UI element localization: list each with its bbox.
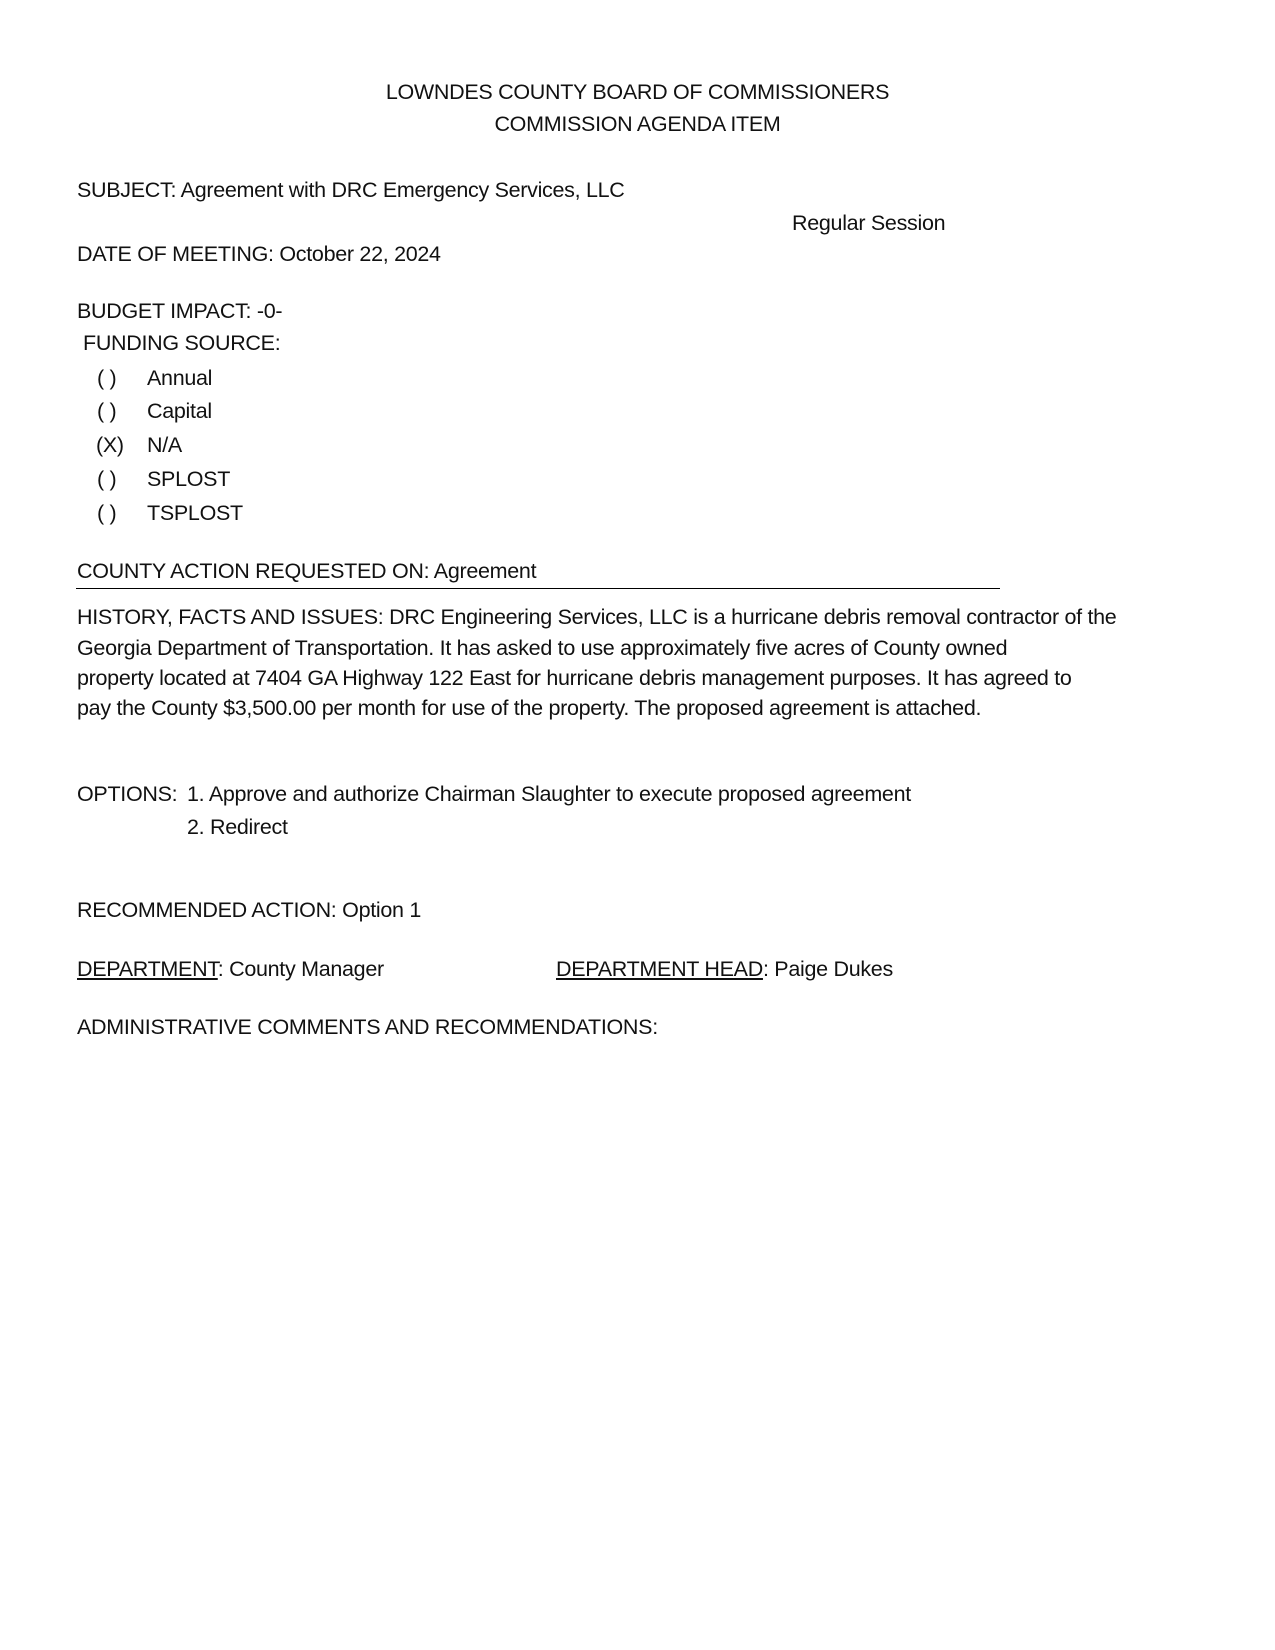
- subject-label: SUBJECT:: [77, 178, 177, 202]
- funding-mark: ( ): [97, 501, 117, 525]
- funding-mark: ( ): [97, 399, 117, 423]
- funding-option: N/A: [147, 433, 182, 457]
- history-line: property located at 7404 GA Highway 122 East for hurricane debris management purposes. It has agreed to: [77, 666, 1072, 690]
- history-line: pay the County $3,500.00 per month for use of the property. The proposed agreement is attached.: [77, 696, 982, 720]
- divider-line: [76, 588, 1000, 589]
- action-value: Agreement: [433, 559, 537, 583]
- option-item: 1. Approve and authorize Chairman Slaughter to execute proposed agreement: [187, 782, 911, 806]
- funding-option: Capital: [147, 399, 212, 423]
- department-value: : County Manager: [217, 957, 384, 981]
- budget-value: -0-: [256, 299, 283, 323]
- options-label: OPTIONS:: [77, 782, 178, 806]
- funding-mark: ( ): [97, 467, 117, 491]
- department-head-value: : Paige Dukes: [762, 957, 893, 981]
- history-line: HISTORY, FACTS AND ISSUES: DRC Engineering Services, LLC is a hurricane debris removal contractor of the: [77, 605, 1117, 629]
- header-line-1: LOWNDES COUNTY BOARD OF COMMISSIONERS: [385, 80, 890, 104]
- funding-mark: (X): [96, 433, 124, 457]
- budget-impact: [77, 297, 282, 325]
- department: [77, 955, 384, 983]
- department-head: [556, 955, 893, 983]
- recommended-label: RECOMMENDED ACTION:: [77, 898, 337, 922]
- recommended-value: Option 1: [342, 898, 422, 922]
- option-item: 2. Redirect: [187, 815, 288, 839]
- action-label: COUNTY ACTION REQUESTED ON:: [77, 559, 430, 583]
- subject: [77, 176, 625, 204]
- funding-option: Annual: [147, 366, 213, 390]
- recommended-action: [77, 896, 421, 924]
- funding-source-label: FUNDING SOURCE:: [83, 331, 281, 355]
- funding-option: SPLOST: [147, 467, 231, 491]
- funding-mark: ( ): [97, 366, 117, 390]
- header-line-2: COMMISSION AGENDA ITEM: [494, 112, 781, 136]
- funding-option: TSPLOST: [147, 501, 243, 525]
- subject-value: Agreement with DRC Emergency Services, LLC: [180, 178, 625, 202]
- budget-label: BUDGET IMPACT:: [77, 299, 252, 323]
- history-line: Georgia Department of Transportation. It has asked to use approximately five acres of County owned: [77, 636, 1008, 660]
- admin-comments-label: ADMINISTRATIVE COMMENTS AND RECOMMENDATIONS:: [77, 1015, 658, 1039]
- session-type: Regular Session: [792, 211, 946, 235]
- meeting-date: [77, 240, 441, 268]
- department-label: DEPARTMENT: [77, 957, 218, 981]
- county-action: [77, 557, 536, 585]
- department-head-label: DEPARTMENT HEAD: [556, 957, 763, 981]
- date-value: October 22, 2024: [279, 242, 441, 266]
- date-label: DATE OF MEETING:: [77, 242, 274, 266]
